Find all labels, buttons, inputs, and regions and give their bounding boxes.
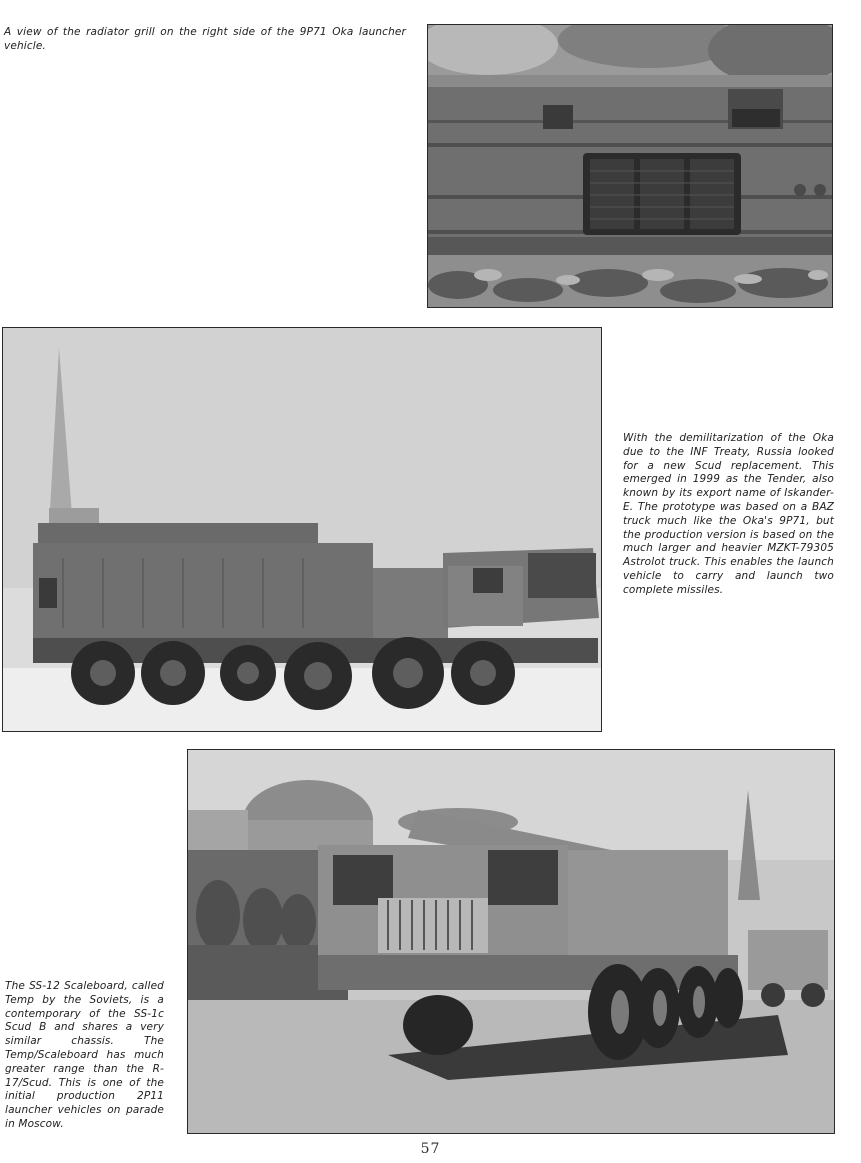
- page-number: 57: [420, 1141, 441, 1157]
- photo-scaleboard-parade: [187, 749, 835, 1134]
- caption-scaleboard: The SS-12 Scaleboard, called Temp by the Soviets, is a contemporary of the SS-1c Scud B and shares a very similar chassis. The Temp/Scaleboard has much greater range than the R-17/Scud. This is one of the initial production 2P11 launcher vehicles on parade in Moscow.: [5, 980, 164, 1130]
- caption-radiator-grill: A view of the radiator grill on the right side of the 9P71 Oka launcher vehicle.: [4, 26, 406, 52]
- photo-iskander-launcher: [2, 327, 602, 732]
- caption-iskander: With the demilitarization of the Oka due to the INF Treaty, Russia looked for a new Scud replacement. This emerged in 1999 as the Tender, also known by its export name of Iskander-E. The prototype was based on a BAZ truck much like the Oka's 9P71, but the production version is based on the much larger and heavier MZKT-79305 Astrolot truck. This enables the launch vehicle to carry and launch two complete missiles.: [623, 432, 834, 596]
- photo-radiator-grill: [427, 24, 833, 308]
